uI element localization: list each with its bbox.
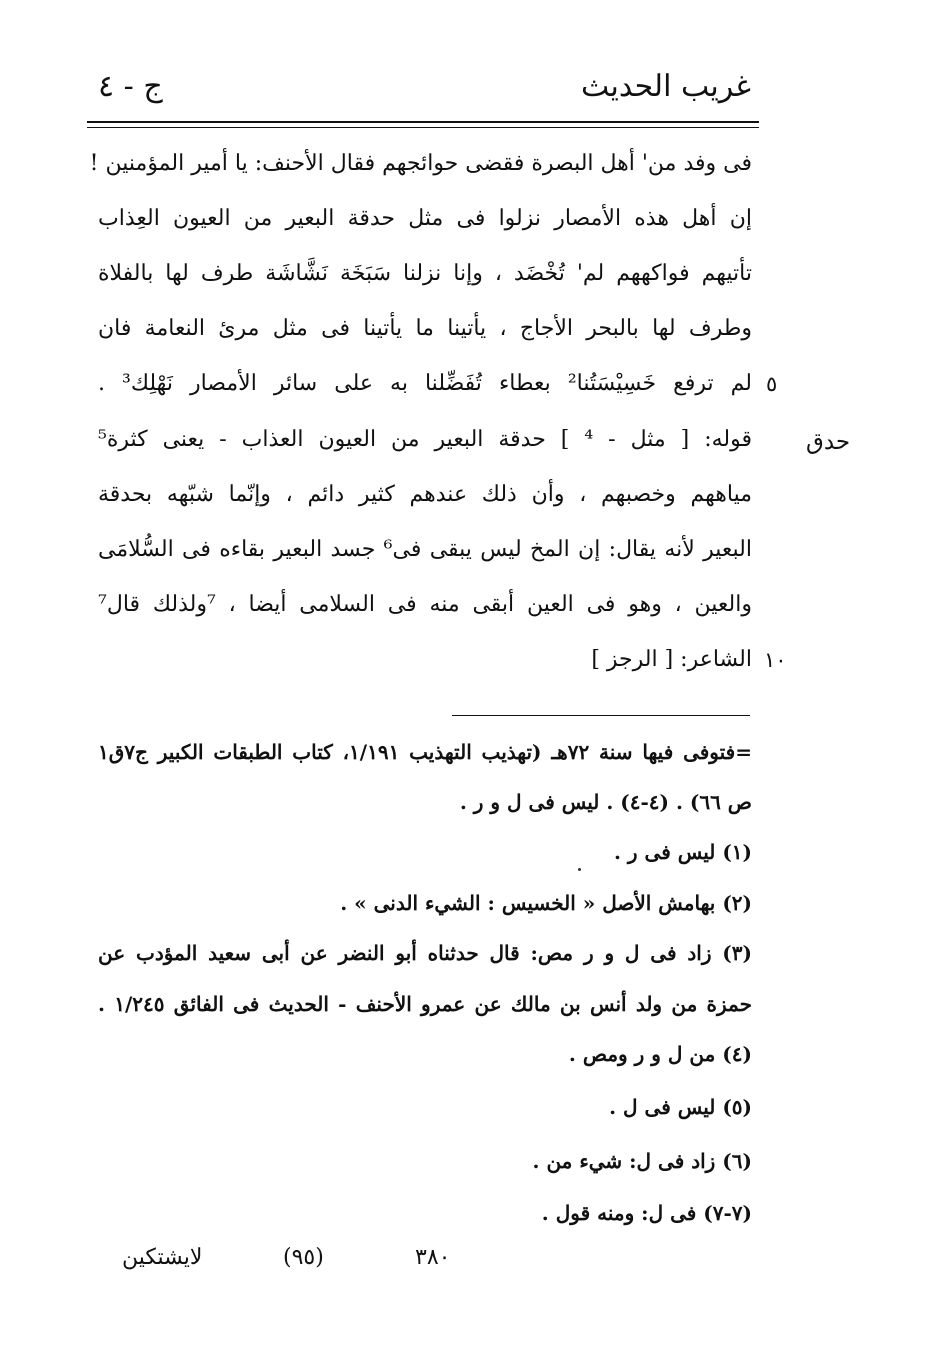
footnote-line: (١) ليس فى ر . [613,840,752,864]
text-line: إن أهل هذه الأمصار نزلوا فى مثل حدقة البعير من العيون العِذاب [98,206,752,231]
volume-label: ج - ٤ [98,69,163,104]
footnote-line: (٧-٧) فى ل: ومنه قول . [541,1201,752,1225]
signature-mark: (٩٥) [283,1245,324,1270]
text-line: الشاعر: [ الرجز ] [591,647,752,672]
footnote-line: (٣) زاد فى ل و ر مص: قال حدثناه أبو النضر عن أبى سعيد المؤدب عن [98,941,752,965]
footnote-line: (٢) بهامش الأصل « الخسيس : الشيء الدنى » . [340,891,752,915]
margin-keyword: حدق [806,429,851,455]
footnote-line: ص ٦٦) . (٤-٤) . ليس فى ل و ر . [459,790,752,814]
footnote-separator [452,715,750,716]
running-title: غريب الحديث [581,69,751,104]
header-rule-thin [87,127,759,128]
text-line: تأتيهم فواكههم لم' تُخْضَد ، وإنا نزلنا سَبَخَة نَشَّاشَة طرف لها بالفلاة [98,261,752,286]
footnote-line: (٦) زاد فى ل: شيء من . [532,1149,752,1173]
footnote-line: (٤) من ل و ر ومص . [568,1042,752,1066]
footnote-line: =فتوفى فيها سنة ٧٢هـ (تهذيب التهذيب ١/١٩١، كتاب الطبقات الكبير ج٧ق١ [98,740,752,764]
page-number: ٣٨٠ [415,1245,451,1270]
text-line: وطرف لها بالبحر الأجاج ، يأتينا ما يأتينا فى مثل مرئ النعامة فان [98,316,752,341]
text-line: فى وفد من' أهل البصرة فقضى حوائجهم فقال الأحنف: يا أمير المؤمنين ! [89,151,752,176]
text-line: قوله: [ مثل - ⁴ ] حدقة البعير من العيون العذاب - يعنى كثرة⁵ [98,427,752,452]
footnote-line: (٥) ليس فى ل . [609,1095,752,1119]
text-line: مياههم وخصبهم ، وأن ذلك عندهم كثير دائم ، وإنّما شبّهه بحدقة [98,482,752,507]
text-line: البعير لأنه يقال: إن المخ ليس يبقى فى⁶ جسد البعير بقاءه فى السُّلامَى [98,537,752,562]
catchword: لايشتكين [122,1245,203,1270]
line-number: ٥ [766,372,778,396]
footnote-line: حمزة من ولد أنس بن مالك عن عمرو الأحنف - الحديث فى الفائق ١/٢٤٥ . [98,992,752,1016]
text-line: والعين ، وهو فى العين أبقى منه فى السلامى أيضا ، ⁷ولذلك قال⁷ [98,592,752,617]
header-rule-thick [87,121,759,123]
line-number: ١٠ [764,648,787,672]
ink-speck [578,868,581,871]
text-line: لم ترفع خَسِيْسَتُنا² بعطاء تُفَضِّلنا به على سائر الأمصار نَهْلِك³ . [98,371,752,396]
